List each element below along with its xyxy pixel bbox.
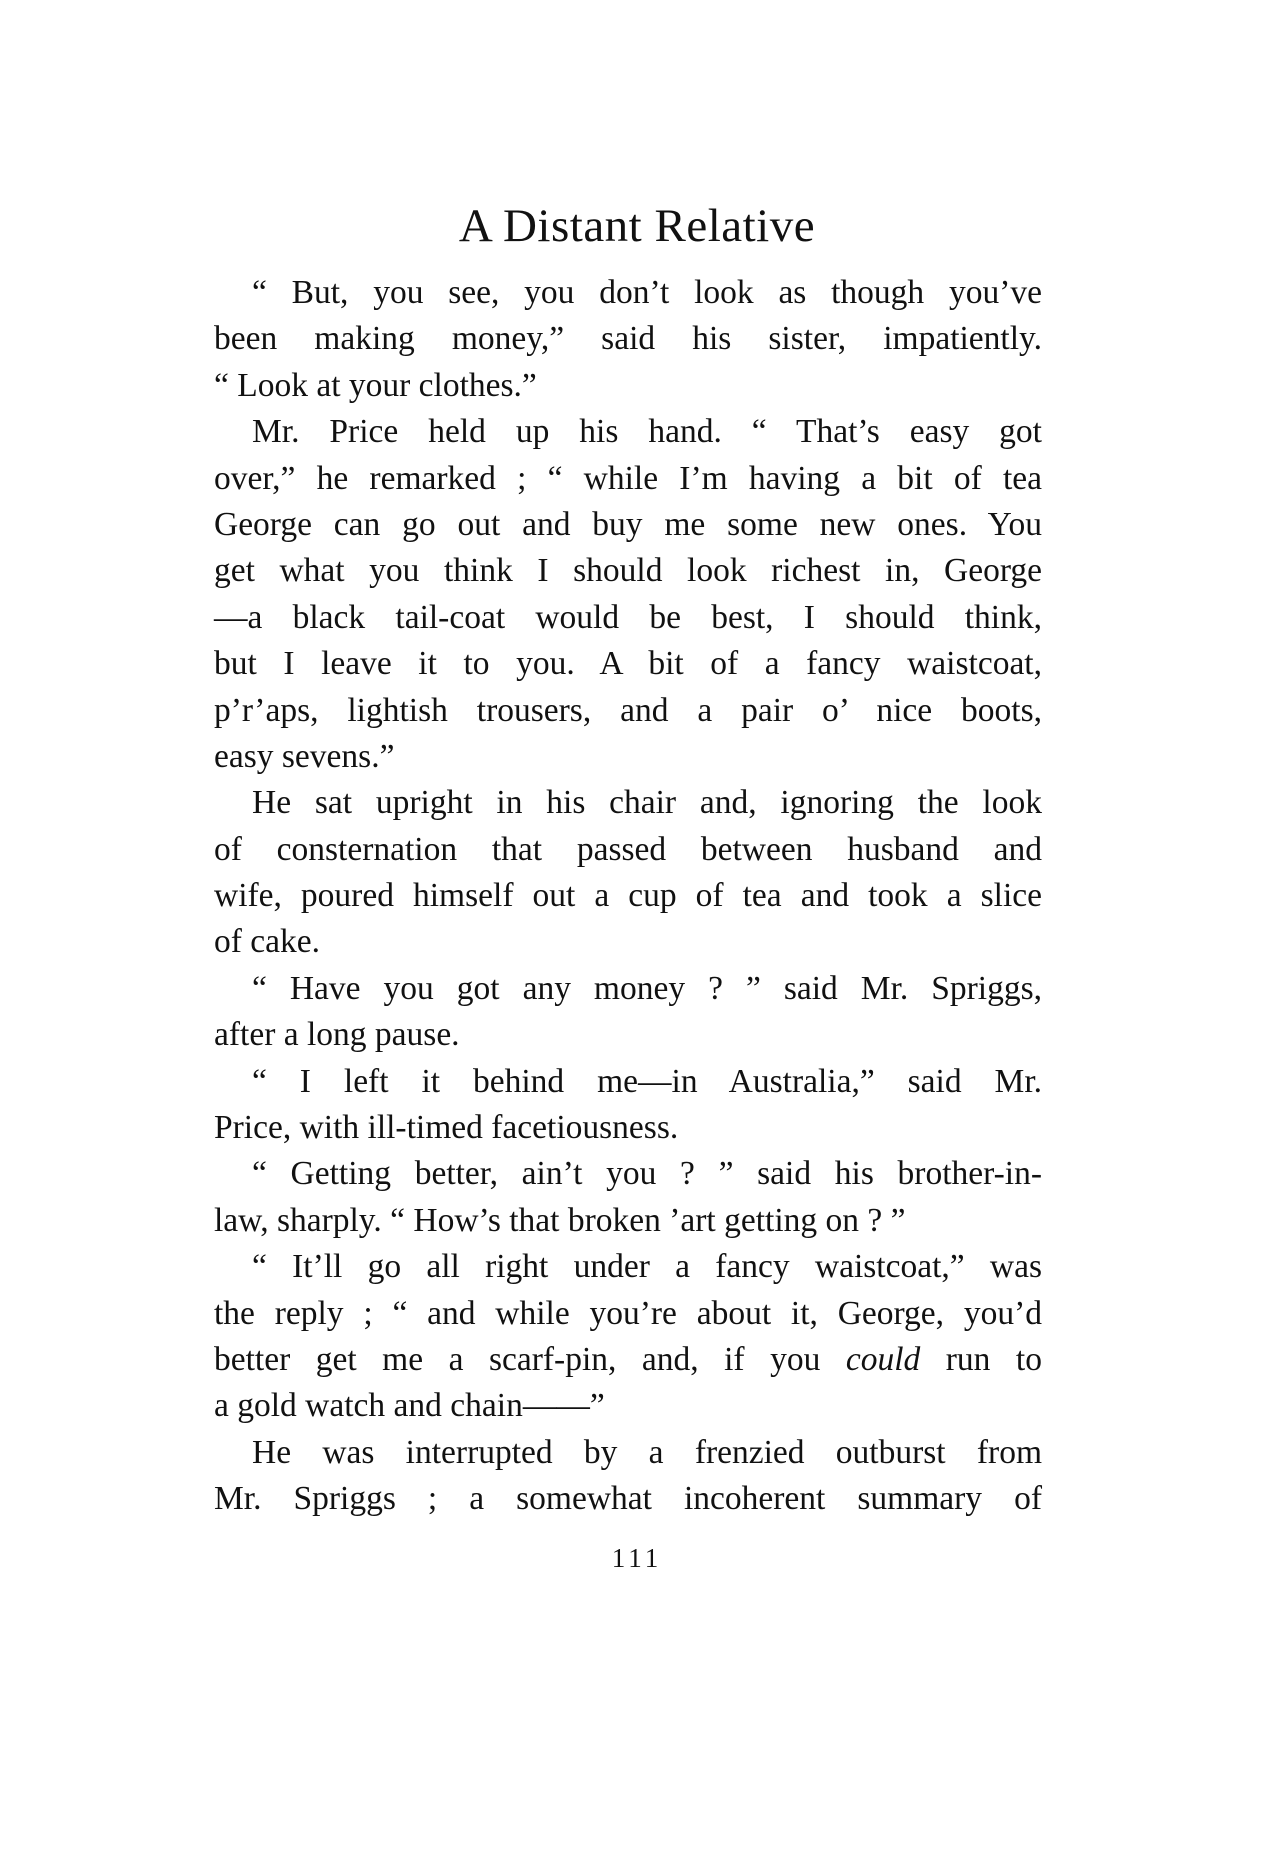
paragraph-4: [214, 966, 1042, 1059]
text-line: “ Getting better, ain’t you ? ” said his brother-in-: [252, 1155, 1042, 1193]
text-line: been making money,” said his sister, impatiently.: [214, 320, 1042, 358]
page-number: 111: [611, 1543, 663, 1573]
body-text: [214, 270, 1042, 1523]
text-line: of consternation that passed between husband and: [214, 830, 1042, 868]
paragraph-8: [214, 1430, 1042, 1523]
paragraph-6: [214, 1151, 1042, 1244]
text-line: wife, poured himself out a cup of tea and took a slice: [214, 877, 1042, 915]
text-line: Mr. Spriggs ; a somewhat incoherent summary of: [214, 1480, 1042, 1518]
text-line: He sat upright in his chair and, ignoring the look: [252, 784, 1042, 822]
text-line: —a black tail-coat would be best, I should think,: [214, 598, 1042, 636]
text-line-with-italic: [214, 1337, 1042, 1383]
paragraph-7: [214, 1244, 1042, 1430]
text-line: get what you think I should look richest in, George: [214, 552, 1042, 590]
text-line: Price, with ill-timed facetiousness.: [214, 1109, 679, 1147]
text-line: He was interrupted by a frenzied outburst from: [252, 1433, 1042, 1471]
text-line: George can go out and buy me some new ones. You: [214, 505, 1042, 543]
line-text-after-italic: run to: [920, 1340, 1042, 1378]
text-line: p’r’aps, lightish trousers, and a pair o’ nice boots,: [214, 691, 1042, 729]
paragraph-1: [214, 270, 1042, 409]
running-head: A Distant Relative: [458, 200, 816, 252]
italic-word: could: [845, 1340, 921, 1378]
text-line: “ But, you see, you don’t look as though you’ve: [252, 274, 1042, 311]
text-line: “ I left it behind me—in Australia,” said Mr.: [252, 1062, 1042, 1100]
paragraph-2: [214, 409, 1042, 780]
text-line: law, sharply. “ How’s that broken ’art getting on ? ”: [214, 1201, 906, 1239]
text-line: “ Have you got any money ? ” said Mr. Spriggs,: [252, 969, 1042, 1007]
text-line: Mr. Price held up his hand. “ That’s easy got: [252, 413, 1042, 451]
line-text-before-italic: better get me a scarf-pin, and, if you: [214, 1340, 846, 1378]
text-line: of cake.: [214, 923, 321, 961]
text-line: but I leave it to you. A bit of a fancy waistcoat,: [214, 645, 1042, 683]
text-line: a gold watch and chain——”: [214, 1387, 605, 1425]
text-line: “ Look at your clothes.”: [214, 366, 537, 404]
paragraph-3: [214, 780, 1042, 966]
text-line: the reply ; “ and while you’re about it, George, you’d: [214, 1294, 1042, 1332]
paragraph-5: [214, 1059, 1042, 1152]
text-line: “ It’ll go all right under a fancy waistcoat,” was: [252, 1248, 1042, 1286]
text-line: after a long pause.: [214, 1016, 460, 1054]
text-line: over,” he remarked ; “ while I’m having a bit of tea: [214, 459, 1042, 497]
text-line: easy sevens.”: [214, 737, 395, 775]
